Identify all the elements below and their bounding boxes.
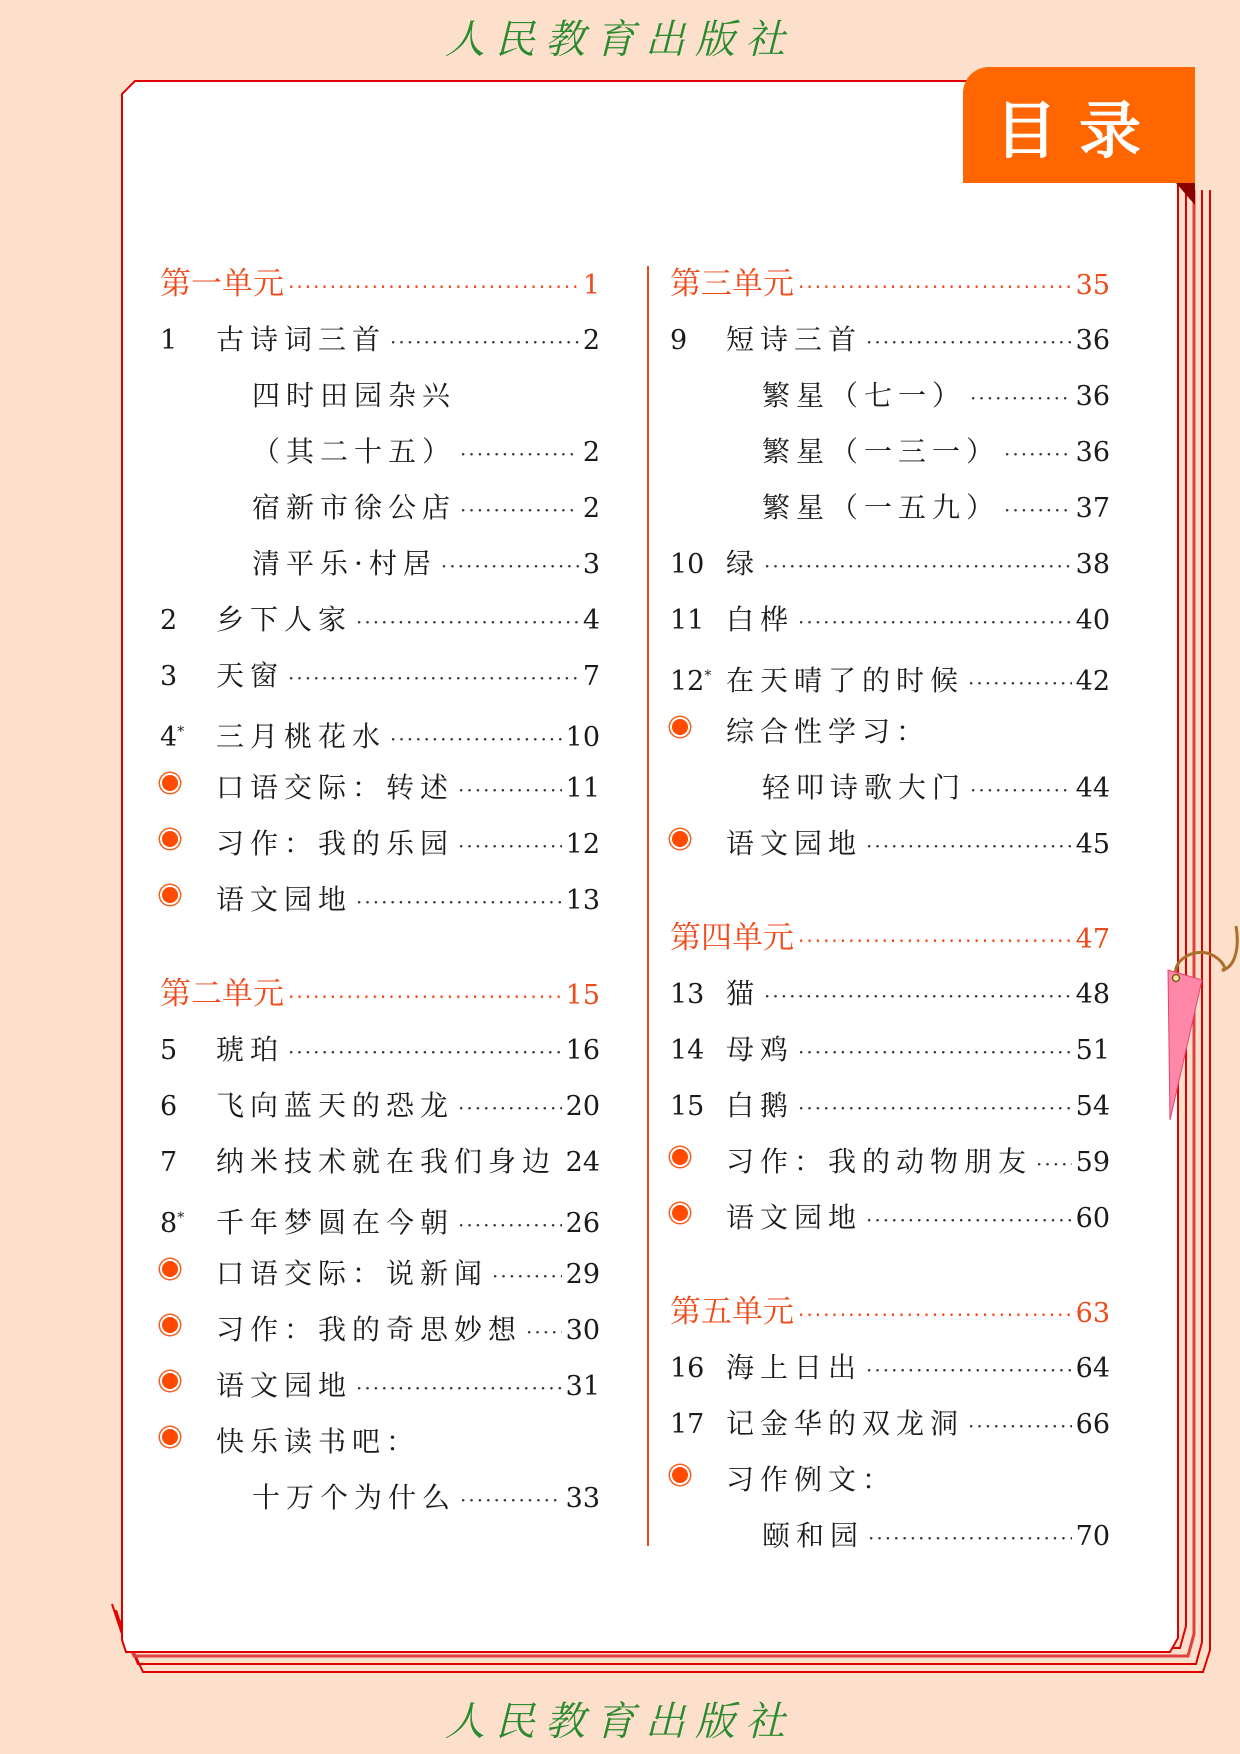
leader-dots <box>968 1398 1072 1454</box>
item-page-number: 26 <box>565 1208 600 1239</box>
lesson-number: 12* <box>670 666 712 697</box>
item-page-number: 37 <box>1075 493 1110 524</box>
item-title: 短诗三首 <box>726 323 863 356</box>
bookmark-tag-icon <box>1164 920 1240 1120</box>
bullet-dot-icon <box>670 1151 726 1171</box>
item-title: 繁星（一五九） <box>762 491 1001 524</box>
toc-lesson-item[interactable] <box>670 536 1110 592</box>
toc-activity-item[interactable] <box>160 760 600 816</box>
toc-activity-item[interactable] <box>160 816 600 872</box>
item-page-number: 2 <box>582 437 600 468</box>
toc-lesson-item[interactable] <box>670 1340 1110 1396</box>
leader-dots <box>458 1080 562 1136</box>
lesson-number: 14 <box>670 1035 705 1066</box>
toc-subitem[interactable] <box>160 424 600 480</box>
unit-spacer <box>670 1246 1110 1284</box>
toc-left-column <box>160 256 600 1526</box>
item-title: 综合性学习： <box>726 715 931 748</box>
toc-lesson-item[interactable] <box>160 648 600 704</box>
item-title: 十万个为什么 <box>252 1481 457 1514</box>
item-title: 习作：我的奇思妙想 <box>216 1313 523 1346</box>
item-title: 快乐读书吧： <box>216 1425 421 1458</box>
lesson-number: 1 <box>160 325 178 356</box>
leader-dots <box>288 650 579 706</box>
lesson-number: 16 <box>670 1353 705 1384</box>
item-title: 口语交际：转述 <box>216 771 455 804</box>
item-page-number: 48 <box>1075 979 1110 1010</box>
unit-spacer <box>160 928 600 966</box>
lesson-number: 6 <box>160 1091 178 1122</box>
item-page-number: 51 <box>1075 1035 1110 1066</box>
lesson-number: 7 <box>160 1147 178 1178</box>
item-title: 白鹅 <box>726 1089 795 1122</box>
bullet-dot-icon <box>160 1263 216 1283</box>
toc-activity-item[interactable] <box>160 1246 600 1302</box>
item-title: 繁星（七一） <box>762 379 967 412</box>
item-page-number: 36 <box>1075 325 1110 356</box>
column-divider <box>647 266 649 1546</box>
lesson-number: 8* <box>160 1208 185 1239</box>
toc-lesson-item[interactable] <box>160 1078 600 1134</box>
unit-heading[interactable] <box>670 256 1110 312</box>
publisher-logo-bottom: 人民教育出版社 <box>445 1699 795 1745</box>
lesson-number: 9 <box>670 325 688 356</box>
leader-dots <box>1036 1136 1072 1192</box>
toc-subitem[interactable] <box>160 480 600 536</box>
item-title: 语文园地 <box>216 883 353 916</box>
leader-dots <box>866 1342 1072 1398</box>
leader-dots <box>492 1248 562 1304</box>
leader-dots <box>970 762 1072 818</box>
item-title: 母鸡 <box>726 1033 795 1066</box>
unit-heading[interactable] <box>160 256 600 312</box>
toc-lesson-item[interactable] <box>670 592 1110 648</box>
leader-dots <box>460 482 579 538</box>
leader-dots <box>1004 482 1072 538</box>
toc-lesson-item[interactable] <box>670 1396 1110 1452</box>
lesson-number: 5 <box>160 1035 178 1066</box>
lesson-number: 2 <box>160 605 178 636</box>
item-title: 琥珀 <box>216 1033 285 1066</box>
item-title: 海上日出 <box>726 1351 863 1384</box>
toc-title-tab: 目录 <box>963 67 1195 183</box>
unit-page-number: 1 <box>582 270 600 301</box>
bullet-dot-icon <box>160 833 216 853</box>
leader-dots <box>868 1510 1072 1566</box>
leader-dots <box>458 818 562 874</box>
unit-title: 第三单元 <box>670 266 794 302</box>
bullet-dot-icon <box>160 1319 216 1339</box>
bullet-dot-icon <box>670 1207 726 1227</box>
item-page-number: 24 <box>565 1147 600 1178</box>
unit-heading[interactable] <box>160 966 600 1022</box>
toc-lesson-item[interactable] <box>670 1078 1110 1134</box>
item-page-number: 13 <box>565 885 600 916</box>
leader-dots <box>798 1287 1072 1343</box>
item-page-number: 16 <box>565 1035 600 1066</box>
unit-heading[interactable] <box>670 910 1110 966</box>
item-title: 语文园地 <box>216 1369 353 1402</box>
leader-dots <box>441 538 579 594</box>
item-title: 轻叩诗歌大门 <box>762 771 967 804</box>
item-title: 乡下人家 <box>216 603 353 636</box>
item-page-number: 29 <box>565 1259 600 1290</box>
unit-title: 第二单元 <box>160 976 284 1012</box>
publisher-logo-top: 人民教育出版社 <box>445 17 795 63</box>
item-title: 古诗词三首 <box>216 323 387 356</box>
unit-page-number: 47 <box>1075 924 1110 955</box>
item-title: 习作：我的乐园 <box>216 827 455 860</box>
toc-activity-item[interactable] <box>160 1414 600 1470</box>
toc-activity-item[interactable] <box>670 1190 1110 1246</box>
leader-dots <box>356 1360 562 1416</box>
leader-dots <box>458 1197 562 1253</box>
item-page-number: 10 <box>565 722 600 753</box>
item-page-number: 3 <box>582 549 600 580</box>
toc-activity-item[interactable] <box>160 1358 600 1414</box>
toc-lesson-item[interactable] <box>670 312 1110 368</box>
lesson-number: 13 <box>670 979 705 1010</box>
bullet-dot-icon <box>160 1431 216 1451</box>
leader-dots <box>356 874 562 930</box>
toc-activity-item[interactable] <box>670 1452 1110 1508</box>
leader-dots <box>798 594 1072 650</box>
self-study-star-icon: * <box>177 1210 185 1226</box>
leader-dots <box>968 655 1072 711</box>
lesson-number: 4* <box>160 722 185 753</box>
toc-lesson-item[interactable] <box>160 704 600 760</box>
toc-lesson-item[interactable] <box>160 1190 600 1246</box>
toc-activity-item[interactable] <box>160 872 600 928</box>
item-title: 宿新市徐公店 <box>252 491 457 524</box>
unit-title: 第一单元 <box>160 266 284 302</box>
toc-activity-item[interactable] <box>670 1134 1110 1190</box>
leader-dots <box>356 594 579 650</box>
item-title: 四时田园杂兴 <box>252 379 457 412</box>
item-title: 白桦 <box>726 603 795 636</box>
item-page-number: 30 <box>565 1315 600 1346</box>
leader-dots <box>460 1472 562 1528</box>
leader-dots <box>798 259 1072 315</box>
bullet-dot-icon <box>160 1375 216 1395</box>
lesson-number: 3 <box>160 661 178 692</box>
toc-activity-item[interactable] <box>670 704 1110 760</box>
toc-subitem[interactable] <box>670 480 1110 536</box>
item-title: 千年梦圆在今朝 <box>216 1206 455 1239</box>
unit-heading[interactable] <box>670 1284 1110 1340</box>
item-page-number: 45 <box>1075 829 1110 860</box>
leader-dots <box>288 969 562 1025</box>
unit-title: 第五单元 <box>670 1294 794 1330</box>
item-page-number: 64 <box>1075 1353 1110 1384</box>
item-page-number: 70 <box>1075 1521 1110 1552</box>
item-title: 习作：我的动物朋友 <box>726 1145 1033 1178</box>
item-title: 飞向蓝天的恐龙 <box>216 1089 455 1122</box>
item-page-number: 2 <box>582 325 600 356</box>
item-title: 三月桃花水 <box>216 720 387 753</box>
leader-dots <box>1004 426 1072 482</box>
item-page-number: 42 <box>1075 666 1110 697</box>
item-page-number: 31 <box>565 1371 600 1402</box>
leader-dots <box>866 314 1072 370</box>
item-title: 天窗 <box>216 659 285 692</box>
toc-lesson-item[interactable] <box>160 592 600 648</box>
leader-dots <box>798 913 1072 969</box>
item-title: 繁星（一三一） <box>762 435 1001 468</box>
leader-dots <box>460 426 579 482</box>
item-page-number: 2 <box>582 493 600 524</box>
toc-lesson-item[interactable] <box>670 966 1110 1022</box>
item-page-number: 66 <box>1075 1409 1110 1440</box>
leader-dots <box>798 1024 1072 1080</box>
unit-spacer <box>670 872 1110 910</box>
item-page-number: 11 <box>565 773 600 804</box>
bullet-dot-icon <box>670 1469 726 1489</box>
lesson-number: 15 <box>670 1091 705 1122</box>
item-page-number: 36 <box>1075 381 1110 412</box>
item-title: 记金华的双龙洞 <box>726 1407 965 1440</box>
unit-page-number: 63 <box>1075 1298 1110 1329</box>
toc-lesson-item[interactable] <box>670 648 1110 704</box>
item-title: 纳米技术就在我们身边 <box>216 1145 557 1178</box>
lesson-number: 10 <box>670 549 705 580</box>
item-title: 颐和园 <box>762 1519 865 1552</box>
lesson-number: 11 <box>670 605 705 636</box>
toc-subitem[interactable] <box>160 536 600 592</box>
unit-page-number: 35 <box>1075 270 1110 301</box>
tab-fold-corner <box>1176 183 1195 205</box>
item-page-number: 60 <box>1075 1203 1110 1234</box>
toc-activity-item[interactable] <box>160 1302 600 1358</box>
item-page-number: 38 <box>1075 549 1110 580</box>
item-page-number: 40 <box>1075 605 1110 636</box>
lesson-number: 17 <box>670 1409 705 1440</box>
item-title: 习作例文： <box>726 1463 897 1496</box>
toc-subitem[interactable] <box>160 368 600 424</box>
toc-lesson-item[interactable] <box>160 312 600 368</box>
self-study-star-icon: * <box>704 668 712 684</box>
toc-subitem[interactable] <box>670 1508 1110 1564</box>
leader-dots <box>866 1192 1072 1248</box>
bullet-dot-icon <box>670 721 726 741</box>
item-page-number: 7 <box>582 661 600 692</box>
leader-dots <box>798 1080 1072 1136</box>
toc-activity-item[interactable] <box>670 816 1110 872</box>
item-title: 绿 <box>726 547 761 580</box>
leader-dots <box>390 314 579 370</box>
item-page-number: 59 <box>1075 1147 1110 1178</box>
unit-page-number: 15 <box>565 980 600 1011</box>
item-page-number: 4 <box>582 605 600 636</box>
leader-dots <box>764 968 1072 1024</box>
item-title: 猫 <box>726 977 761 1010</box>
item-page-number: 36 <box>1075 437 1110 468</box>
item-page-number: 20 <box>565 1091 600 1122</box>
toc-subitem[interactable] <box>670 368 1110 424</box>
item-title: 清平乐·村居 <box>252 547 437 580</box>
item-title: （其二十五） <box>252 435 457 468</box>
item-title: 语文园地 <box>726 1201 863 1234</box>
toc-right-column <box>670 256 1110 1564</box>
bullet-dot-icon <box>670 833 726 853</box>
leader-dots <box>458 762 562 818</box>
toc-subitem[interactable] <box>670 760 1110 816</box>
item-page-number: 44 <box>1075 773 1110 804</box>
item-title: 口语交际：说新闻 <box>216 1257 489 1290</box>
leader-dots <box>288 259 579 315</box>
self-study-star-icon: * <box>177 724 185 740</box>
item-title: 在天晴了的时候 <box>726 664 965 697</box>
bullet-dot-icon <box>160 777 216 797</box>
leader-dots <box>866 818 1072 874</box>
toc-subitem[interactable] <box>160 1470 600 1526</box>
item-page-number: 33 <box>565 1483 600 1514</box>
toc-lesson-item[interactable] <box>160 1022 600 1078</box>
leader-dots <box>560 1136 562 1192</box>
unit-title: 第四单元 <box>670 920 794 956</box>
item-page-number: 12 <box>565 829 600 860</box>
bullet-dot-icon <box>160 889 216 909</box>
toc-lesson-item[interactable] <box>160 1134 600 1190</box>
leader-dots <box>390 711 562 767</box>
leader-dots <box>970 370 1072 426</box>
leader-dots <box>764 538 1072 594</box>
toc-lesson-item[interactable] <box>670 1022 1110 1078</box>
item-title: 语文园地 <box>726 827 863 860</box>
toc-subitem[interactable] <box>670 424 1110 480</box>
leader-dots <box>526 1304 562 1360</box>
leader-dots <box>288 1024 562 1080</box>
item-page-number: 54 <box>1075 1091 1110 1122</box>
